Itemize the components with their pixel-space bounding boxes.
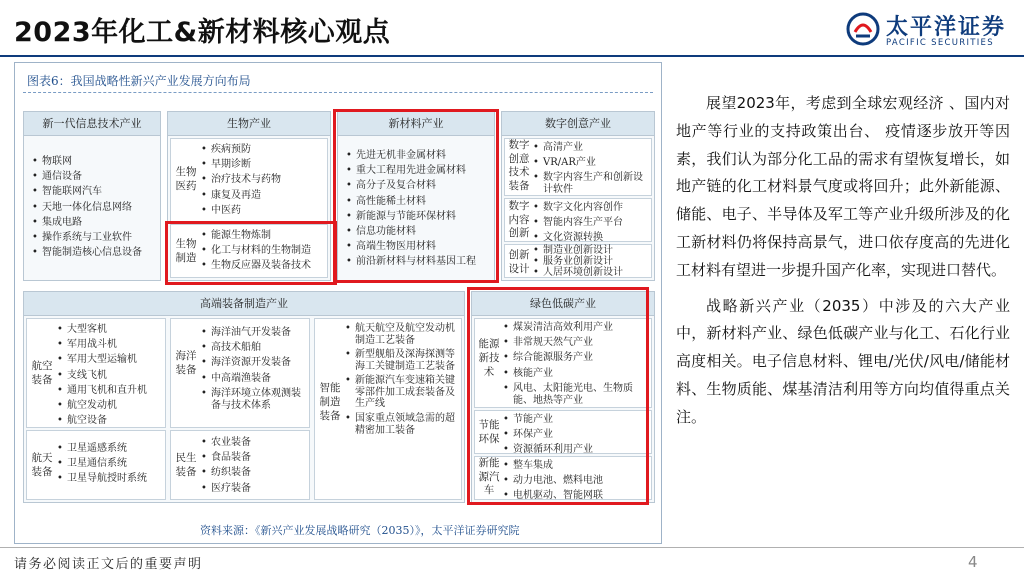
slide-title: 2023年化工&新材料核心观点: [14, 17, 391, 48]
list-item: • 资源循环利用产业: [503, 444, 651, 456]
list-item: • 新能源与节能环保材料: [346, 211, 494, 223]
list-item: • 治疗技术与药物: [201, 174, 327, 186]
logo-mark-icon: [846, 12, 880, 46]
list-item: • 核能产业: [503, 368, 651, 380]
list-item: • 通信设备: [32, 171, 158, 183]
item-list: [57, 324, 165, 430]
list-item: • 智能制造核心信息设备: [32, 247, 158, 259]
list-item: • 国家重点领域急需的超精密加工装备: [345, 413, 459, 436]
list-item: • 前沿新材料与材料基因工程: [346, 256, 494, 268]
category-it: [23, 111, 161, 281]
category-title: 生物产业: [168, 112, 330, 136]
subgroup-creative-content: [504, 198, 652, 242]
subgroup-label: 民生 装备: [175, 452, 197, 478]
list-item: • 医疗装备: [201, 483, 309, 495]
list-item: • 中高端渔装备: [201, 373, 309, 385]
subgroup-label: 数字 内容 创新: [508, 200, 530, 239]
list-item: • 重大工程用先进金属材料: [346, 165, 494, 177]
list-item: • 航空发动机: [57, 400, 165, 412]
subgroup-label: 新能 源汽 车: [478, 457, 500, 496]
footer-disclaimer: 请务必阅读正文后的重要声明: [14, 557, 203, 572]
list-item: • 卫星通信系统: [57, 458, 165, 470]
figure-caption-divider: [23, 92, 653, 93]
item-list: [57, 443, 165, 489]
list-item: • 早期诊断: [201, 159, 327, 171]
item-list: [533, 202, 651, 248]
list-item: • 纺织装备: [201, 467, 309, 479]
list-item: • 综合能源服务产业: [503, 352, 651, 364]
list-item: • 军用大型运输机: [57, 354, 165, 366]
subgroup-bio-medicine: [170, 138, 328, 222]
figure-panel: [14, 62, 662, 544]
list-item: • 康复及再造: [201, 190, 327, 202]
list-item: • 海洋油气开发装备: [201, 327, 309, 339]
list-item: • 疾病预防: [201, 144, 327, 156]
list-item: • 先进无机非金属材料: [346, 150, 494, 162]
category-title: 高端装备制造产业: [24, 292, 464, 316]
list-item: • 信息功能材料: [346, 226, 494, 238]
subgroup-smart-manufacturing: [314, 318, 462, 500]
list-item: • 高分子及复合材料: [346, 180, 494, 192]
list-item: • 物联网: [32, 156, 158, 168]
item-list: [533, 246, 651, 279]
list-item: • VR/AR产业: [533, 157, 651, 169]
list-item: • 海洋环境立体观测装备与技术体系: [201, 388, 309, 412]
list-item: • 整车集成: [503, 460, 651, 472]
item-list: [533, 142, 651, 200]
list-item: • 航空设备: [57, 415, 165, 427]
category-title: 数字创意产业: [502, 112, 654, 136]
subgroup-label: 能源 新技 术: [478, 338, 500, 378]
list-item: • 高清产业: [533, 142, 651, 154]
list-item: • 通用飞机和直升机: [57, 385, 165, 397]
subgroup-label: 航空 装备: [31, 360, 53, 386]
category-title: 绿色低碳产业: [472, 292, 654, 316]
list-item: • 大型客机: [57, 324, 165, 336]
category-title: 新材料产业: [338, 112, 494, 136]
subgroup-label: 航天 装备: [31, 452, 53, 478]
company-logo: [846, 8, 1016, 54]
list-item: • 制造业创新设计: [533, 246, 651, 256]
subgroup-label: 智能 制造 装备: [319, 382, 341, 422]
item-list: [201, 144, 327, 220]
category-digital-creative: [501, 111, 655, 281]
subgroup-label: 节能 环保: [478, 419, 500, 445]
list-item: • 煤炭清洁高效利用产业: [503, 322, 651, 334]
list-item: • 卫星遥感系统: [57, 443, 165, 455]
figure-caption: 图表6：我国战略性新兴产业发展方向布局: [27, 74, 251, 88]
highlight-frame-green: [467, 287, 649, 505]
footer-divider: [0, 547, 1024, 548]
list-item: • 高技术船舶: [201, 342, 309, 354]
subgroup-creative-tech: [504, 138, 652, 196]
list-item: • 军用战斗机: [57, 339, 165, 351]
commentary-paragraph: 战略新兴产业（2035）中涉及的六大产业中，新材料产业、绿色低碳产业与化工、石化行业高度相关。电子信息材料、锂电/光伏/风电/储能材料、生物质能、煤基清洁利用等方向均值得重点关注。: [676, 296, 1010, 426]
category-title: 新一代信息技术产业: [24, 112, 160, 136]
list-item: • 能源生物炼制: [201, 230, 329, 242]
list-item: • 非常规天然气产业: [503, 337, 651, 349]
list-item: • 环保产业: [503, 429, 651, 441]
item-list: [201, 327, 309, 415]
list-item: • 新能源汽车变速箱关键零部件加工成套装备及生产线: [345, 375, 459, 410]
list-item: • 电机驱动、智能网联: [503, 490, 651, 502]
list-item: • 动力电池、燃料电池: [503, 475, 651, 487]
list-item: • 天地一体化信息网络: [32, 202, 158, 214]
list-item: • 农业装备: [201, 437, 309, 449]
highlight-frame-materials: [333, 109, 499, 283]
list-item: • 智能内容生产平台: [533, 217, 651, 229]
list-item: • 文化资源转换: [533, 232, 651, 244]
subgroup-label: 海洋 装备: [175, 350, 197, 376]
list-item: • 数字内容生产和创新设计软件: [533, 172, 651, 196]
list-item: • 卫星导航授时系统: [57, 473, 165, 485]
subgroup-label: 数字 创意 技术 装备: [508, 139, 530, 192]
list-item: • 高端生物医用材料: [346, 241, 494, 253]
figure-source: 资料来源：《新兴产业发展战略研究（2035）》，太平洋证券研究院: [200, 524, 520, 537]
list-item: • 服务业创新设计: [533, 257, 651, 267]
logo-subtitle: PACIFIC SECURITIES: [886, 38, 994, 48]
list-item: • 节能产业: [503, 414, 651, 426]
list-item: • 数字文化内容创作: [533, 202, 651, 214]
subgroup-creative-design: [504, 244, 652, 278]
subgroup-label: 创新 设计: [508, 249, 530, 275]
list-item: • 集成电路: [32, 217, 158, 229]
list-item: • 智能联网汽车: [32, 186, 158, 198]
subgroup-civil: [170, 430, 310, 500]
list-item: • 中医药: [201, 205, 327, 217]
subgroup-aviation: [26, 318, 166, 428]
list-item: • 航天航空及航空发动机制造工艺装备: [345, 323, 459, 346]
highlight-frame-bio-manufacturing: [165, 221, 337, 285]
subgroup-label: 生物 制造: [175, 238, 197, 264]
item-list: [201, 437, 309, 498]
list-item: • 风电、太阳能光电、生物质能、地热等产业: [503, 383, 651, 407]
list-item: • 生物反应器及装备技术: [201, 260, 329, 272]
list-item: • 支线飞机: [57, 370, 165, 382]
commentary-text: [676, 90, 1010, 432]
list-item: • 化工与材料的生物制造: [201, 245, 329, 257]
list-item: • 新型舰船及深海探测等海工关键制造工艺装备: [345, 349, 459, 372]
subgroup-label: 生物 医药: [175, 166, 197, 192]
item-list: [32, 156, 158, 262]
item-list: [345, 323, 459, 439]
list-item: • 高性能稀土材料: [346, 196, 494, 208]
subgroup-ocean: [170, 318, 310, 428]
category-high-end-equipment: [23, 291, 465, 503]
logo-name: 太平洋证券: [886, 15, 1007, 40]
subgroup-space: [26, 430, 166, 500]
list-item: • 操作系统与工业软件: [32, 232, 158, 244]
list-item: • 海洋资源开发装备: [201, 357, 309, 369]
list-item: • 食品装备: [201, 452, 309, 464]
title-divider: [0, 55, 1024, 57]
commentary-paragraph: 展望2023年，考虑到全球宏观经济 、国内对地产等行业的支持政策出台、 疫情逐步放开等因素，我们认为部分化工品的需求有望恢复增长，如地产链的化工材料景气度或将回升；此外新能源、储能、电子、半导体及军工等产业升级所涉及的化工新材料仍将保持高景气，进口依存度高的先进化工材料有望进一步提升国产化率，实现进口替代。: [676, 94, 1010, 279]
page-number: 4: [968, 553, 978, 571]
list-item: • 人居环境创新设计: [533, 268, 651, 278]
